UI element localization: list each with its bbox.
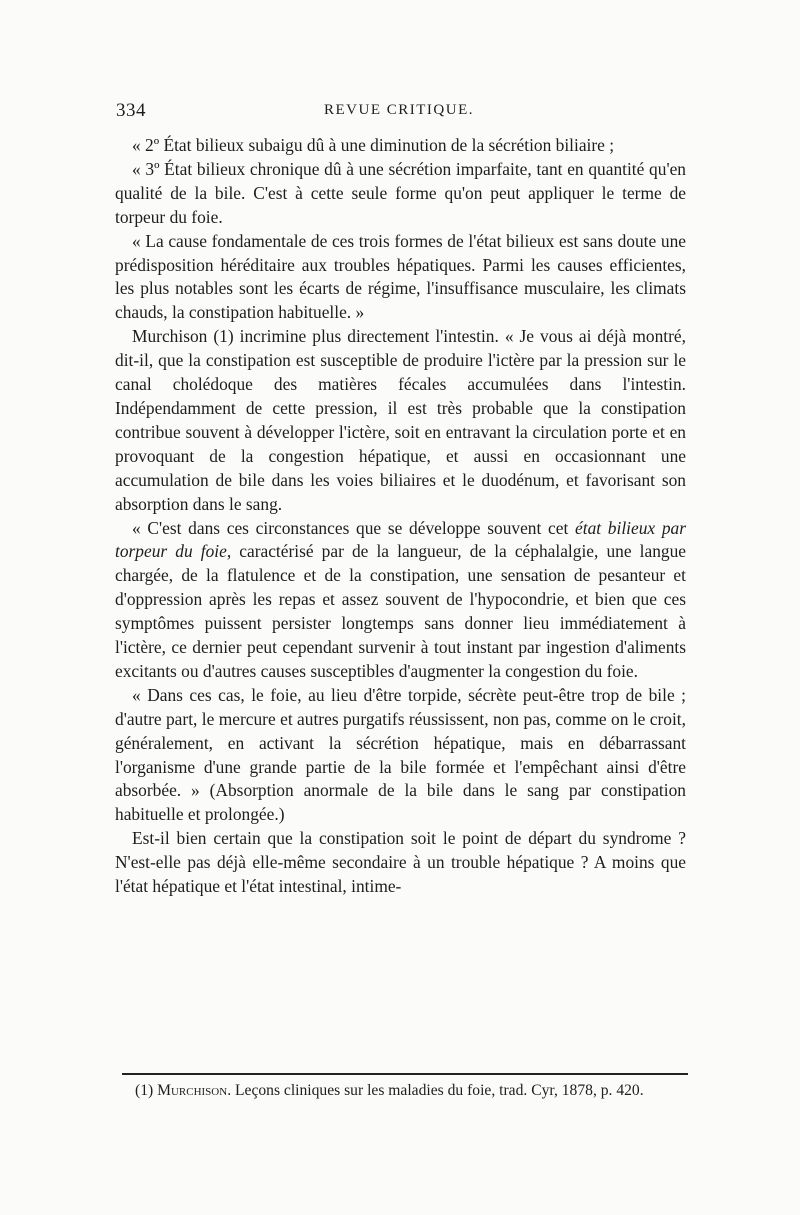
paragraph-text: , caractérisé par de la langueur, de la céphalalgie, une langue chargée, de la flatulence et de la constipation, une sensation de pesanteur et d'oppression après les repas et assez souvent de l'hypocondrie, et bien que ces symptômes puissent persister longtemps sans donner lieu immédiatement à l'ictère, ce dernier peut cependant survenir à tout instant par ingestion d'aliments excitants ou d'autres causes susceptibles d'augmenter la congestion du foie.: [115, 541, 687, 681]
footnote-marker: (1): [135, 1082, 158, 1099]
paragraph: « La cause fondamentale de ces trois formes de l'état bilieux est sans doute une prédisposition héréditaire aux troubles hépatiques. Parmi les causes efficientes, les plus notables sont les écarts de régime, l'insuffisance musculaire, les climats chauds, la constipation habituelle. »: [115, 230, 686, 323]
paragraph: Est-il bien certain que la constipation soit le point de départ du syndrome ? N'est-elle pas déjà elle-même secondaire à un trouble hépatique ? A moins que l'état hépatique et l'état intestinal, intime-: [115, 828, 686, 897]
paragraph: « 3º État bilieux chronique dû à une sécrétion imparfaite, tant en quantité qu'en qualité de la bile. C'est à cette seule forme qu'on peut appliquer le terme de torpeur du foie.: [115, 158, 686, 227]
footnote-rule: [122, 1073, 688, 1075]
footnote-text: Leçons cliniques sur les maladies du foie, trad. Cyr, 1878, p. 420.: [231, 1082, 644, 1099]
paragraph: [115, 517, 686, 684]
paragraph: Murchison (1) incrimine plus directement l'intestin. « Je vous ai déjà montré, dit-il, que la constipation est susceptible de produire l'ictère par la pression sur le canal cholédoque des matières fécales accumulées dans l'intestin. Indépendamment de cette pression, il est très probable que la constipation contribue souvent à développer l'ictère, soit en entravant la circulation porte et en provoquant de la congestion hépatique, et aussi en occasionnant une accumulation de bile dans les voies biliaires et le duodénum, et favorisant son absorption dans le sang.: [115, 326, 686, 514]
footnote: [115, 1080, 686, 1101]
paragraph: « Dans ces cas, le foie, au lieu d'être torpide, sécrète peut-être trop de bile ; d'autre part, le mercure et autres purgatifs réussissent, non pas, comme on le croit, généralement, en activant la sécrétion hépatique, mais en débarrassant l'organisme d'une grande partie de la bile formée et l'empêchant ainsi d'être absorbée. » (Absorption anormale de la bile dans le sang par constipation habituelle et prolongée.): [115, 684, 686, 825]
page-header: [116, 100, 686, 124]
italic-phrase: état bilieux par torpeur du foie: [115, 517, 686, 562]
footnote-author: Murchison.: [157, 1082, 232, 1099]
body-text: [115, 134, 686, 899]
paragraph-text: « C'est dans ces circonstances que se développe souvent cet: [132, 517, 576, 538]
paragraph: « 2º État bilieux subaigu dû à une diminution de la sécrétion biliaire ;: [132, 135, 615, 155]
running-title: REVUE CRITIQUE.: [324, 102, 474, 118]
page-number: 334: [116, 100, 146, 121]
